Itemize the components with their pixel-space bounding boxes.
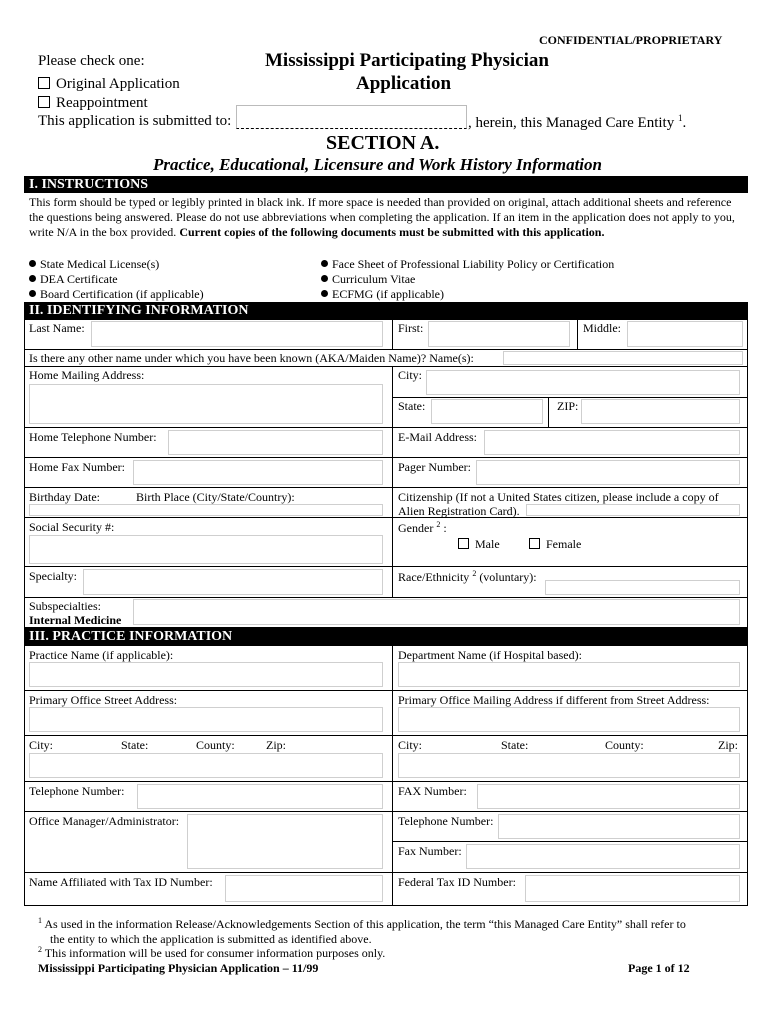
doc-item: Face Sheet of Professional Liability Policy or Certification [321,257,614,272]
practice-heading: III. PRACTICE INFORMATION [24,628,748,645]
aka-label: Is there any other name under which you have been known (AKA/Maiden Name)? Name(s): [29,351,474,365]
pager-label: Pager Number: [398,460,471,474]
footnote-2: $^2$ This information will be used for consumer information purposes only. [38,945,386,960]
manager-fax-field[interactable] [466,844,740,869]
race-label: Race/Ethnicity $^2$ (voluntary): [398,569,537,584]
original-application-option[interactable] [38,76,180,93]
state-label: State: [121,738,149,752]
footnote-1-continued: the entity to which the application is submitted as identified above. [50,932,372,946]
city-field[interactable] [426,370,740,395]
doc-item: State Medical License(s) [29,257,159,272]
birth-field[interactable] [29,504,383,516]
doc-item: Curriculum Vitae [321,272,415,287]
reappointment-label: Reappointment [56,95,148,111]
zip-label: Zip: [718,738,738,752]
middle-name-label: Middle: [583,321,621,335]
footer-form-name: Mississippi Participating Physician Application – 11/99 [38,961,319,975]
last-name-field[interactable] [91,321,383,347]
female-checkbox[interactable] [529,538,540,549]
ssn-label: Social Security #: [29,520,115,534]
city-label: City: [398,738,423,752]
form-title-line1: Mississippi Participating Physician [265,50,549,71]
specialty-field[interactable] [83,569,383,595]
tax-name-label: Name Affiliated with Tax ID Number: [29,875,213,889]
female-option[interactable]: Female [529,537,581,552]
submitted-to-field[interactable] [236,105,467,129]
state-label: State: [501,738,529,752]
telephone-field[interactable] [137,784,383,809]
submitted-to-label: This application is submitted to: [38,113,232,129]
city-label: City: [29,738,54,752]
office-manager-field[interactable] [187,814,383,869]
first-name-label: First: [398,321,424,335]
subspecialty-value: Internal Medicine [29,613,122,627]
manager-fax-label: Fax Number: [398,844,462,858]
city-label: City: [398,368,423,382]
primary-mailing-field[interactable] [398,707,740,732]
aka-field[interactable] [503,351,743,365]
county-label: County: [605,738,644,752]
state-field[interactable] [431,399,543,424]
reappointment-checkbox[interactable] [38,96,50,108]
ssn-field[interactable] [29,535,383,564]
department-label: Department Name (if Hospital based): [398,648,582,662]
check-one-label: Please check one: [38,53,145,69]
office-manager-label: Office Manager/Administrator: [29,814,180,828]
original-checkbox[interactable] [38,77,50,89]
email-label: E-Mail Address: [398,430,477,444]
email-field[interactable] [484,430,740,455]
telephone-label: Telephone Number: [29,784,125,798]
home-fax-label: Home Fax Number: [29,460,125,474]
footnote-ref-1: 1 [677,113,683,123]
birth-place-label: Birth Place (City/State/Country): [136,490,295,504]
practice-name-label: Practice Name (if applicable): [29,648,174,662]
practice-name-field[interactable] [29,662,383,687]
doc-item: ECFMG (if applicable) [321,287,444,302]
race-field[interactable] [545,580,740,595]
county-label: County: [196,738,235,752]
subspecialties-field[interactable] [133,599,740,625]
doc-item: DEA Certificate [29,272,118,287]
manager-telephone-label: Telephone Number: [398,814,494,828]
doc-item: Board Certification (if applicable) [29,287,204,302]
zip-label: ZIP: [557,399,579,413]
specialty-label: Specialty: [29,569,77,583]
instructions-bold-text: Current copies of the following documents must be submitted with this application. [179,225,605,239]
instructions-heading: I. INSTRUCTIONS [24,176,748,193]
citizenship-field[interactable] [526,504,740,516]
gender-label: Gender $^2$ : [398,520,447,535]
home-address-field[interactable] [29,384,383,424]
identifying-heading: II. IDENTIFYING INFORMATION [24,302,748,319]
male-checkbox[interactable] [458,538,469,549]
home-phone-field[interactable] [168,430,383,455]
original-label: Original Application [56,76,180,92]
male-option[interactable]: Male [458,537,500,552]
manager-telephone-field[interactable] [498,814,740,839]
first-name-field[interactable] [428,321,570,347]
zip-field[interactable] [581,399,740,424]
middle-name-field[interactable] [627,321,743,347]
fax-label: FAX Number: [398,784,467,798]
home-address-label: Home Mailing Address: [29,368,145,382]
page-number: Page 1 of 12 [628,961,690,975]
federal-tax-label: Federal Tax ID Number: [398,875,516,889]
citizenship-label: Citizenship (If not a United States citizen, please include a copy of [398,490,719,504]
home-phone-label: Home Telephone Number: [29,430,157,444]
confidential-label: CONFIDENTIAL/PROPRIETARY [539,33,723,47]
pager-field[interactable] [476,460,740,485]
department-field[interactable] [398,662,740,687]
primary-mailing-label: Primary Office Mailing Address if different from Street Address: [398,693,710,707]
federal-tax-field[interactable] [525,875,740,902]
subspecialties-label: Subspecialties: [29,599,101,613]
birthday-label: Birthday Date: [29,490,100,504]
instructions-text: This form should be typed or legibly printed in black ink. If more space is needed than provided on original, attach additional sheets and reference the questions being answered. Please do not use abbreviations when completing the application. If an item in the application does not apply to you, write N/A in the box provided. Current copies of the following documents must be submitted with this application. [29,195,735,239]
primary-street-field[interactable] [29,707,383,732]
footnote-1: $^1$ As used in the information Release/Acknowledgements Section of this application, the term “this Managed Care Entity” shall refer to [38,916,686,931]
primary-street-label: Primary Office Street Address: [29,693,178,707]
managed-care-entity-text: , herein, this Managed Care Entity $^1$. [468,113,687,131]
zip-label: Zip: [266,738,286,752]
form-title-line2: Application [356,73,452,94]
last-name-label: Last Name: [29,321,85,335]
section-subtitle: Practice, Educational, Licensure and Work History Information [153,155,602,174]
tax-name-field[interactable] [225,875,383,902]
citizenship-label-2: Alien Registration Card). [398,504,520,518]
mailing-city-field[interactable] [398,753,740,778]
section-title: SECTION A. [326,132,440,154]
street-city-field[interactable] [29,753,383,778]
reappointment-option[interactable] [38,95,148,112]
home-fax-field[interactable] [133,460,383,485]
fax-field[interactable] [477,784,740,809]
state-label: State: [398,399,426,413]
